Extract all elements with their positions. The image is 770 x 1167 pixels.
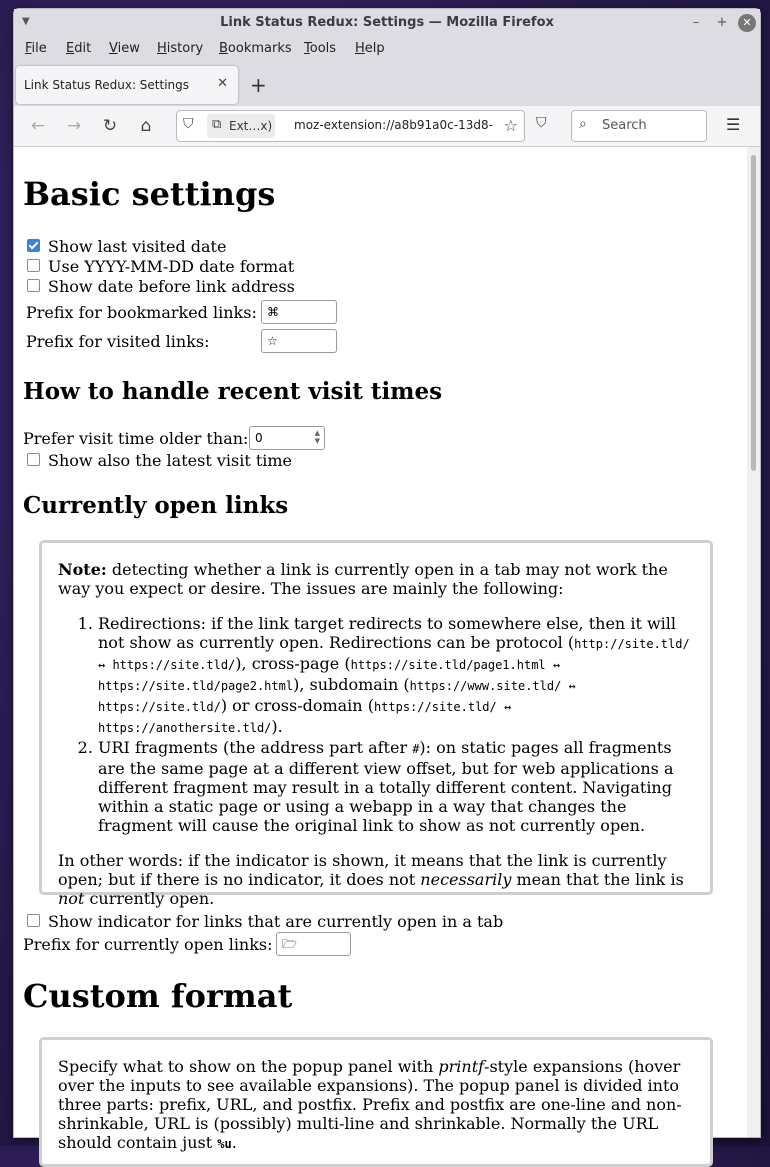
bookmark-star-icon[interactable]: ☆ <box>503 116 518 135</box>
note-other-words <box>58 851 694 908</box>
spinner-arrows-icon[interactable]: ▲ ▼ <box>314 429 320 445</box>
tab-close-icon[interactable]: ✕ <box>217 76 228 91</box>
date-before-checkbox[interactable] <box>27 279 40 292</box>
shield-icon[interactable]: ⛉ <box>183 116 194 132</box>
navigation-toolbar <box>14 106 760 147</box>
close-window-icon[interactable]: ✕ <box>738 14 756 32</box>
item1-code3: https://www.site.tld/ ↔ https://site.tld/ <box>98 679 576 714</box>
other-text-b: mean that the link is <box>511 870 684 889</box>
new-tab-icon[interactable]: + <box>250 73 267 97</box>
yyyy-format-label: Use YYYY-MM-DD date format <box>48 257 295 276</box>
item2-text-b: ): on static pages all fragments are the same page at a different view offset, but for web applications a different fragment may result in a totally different content. Navigating within a static page or using a webapp in a way that changes the fragment will cause the original link to show as not currently open. <box>98 738 674 835</box>
prefix-bookmarked-label: Prefix for bookmarked links: <box>26 303 257 322</box>
show-indicator-label: Show indicator for links that are currently open in a tab <box>48 912 504 931</box>
tab-title: Link Status Redux: Settings <box>24 78 190 92</box>
recent-visit-heading: How to handle recent visit times <box>23 378 443 405</box>
item1-text-c: ), subdomain ( <box>293 675 410 694</box>
url-bar[interactable] <box>176 110 525 142</box>
scrollbar-thumb[interactable] <box>751 155 756 471</box>
menu-tools[interactable]: Tools <box>304 41 337 56</box>
open-links-note <box>39 540 713 908</box>
item1-text-b: ), cross-page ( <box>235 654 351 673</box>
show-latest-checkbox[interactable] <box>27 453 40 466</box>
app-menu-icon[interactable]: ☰ <box>726 115 741 134</box>
maximize-icon[interactable]: + <box>716 15 728 30</box>
window-menu-icon[interactable]: ▼ <box>22 16 30 27</box>
note-intro <box>58 560 694 598</box>
issue-fragments <box>98 738 694 835</box>
item1-code2: https://site.tld/page1.html ↔ https://site.tld/page2.html <box>98 658 561 693</box>
item2-text-a: URI fragments (the address part after <box>98 738 413 757</box>
custom-format-heading: Custom format <box>23 977 293 1015</box>
custom-intro-em: printf <box>438 1057 485 1076</box>
menu-view[interactable]: View <box>109 41 140 56</box>
extension-label: Ext…x) <box>229 119 273 133</box>
prefer-visit-value: 0 <box>255 431 263 445</box>
firefox-window <box>13 8 761 1152</box>
forward-icon[interactable]: → <box>66 116 82 136</box>
custom-intro-b: -style expansions (hover over the inputs to see available expansions). The popup panel is divided into three parts: prefix, URL, and postfix. Prefix and postfix are one-line and non-shrinkable, URL is (possibly) multi-line and shrinkable. Normally the URL should contain just <box>58 1057 682 1152</box>
window-title: Link Status Redux: Settings — Mozilla Firefox <box>220 15 554 30</box>
puzzle-icon: ⧉ <box>212 117 222 132</box>
issue-redirections <box>98 614 694 738</box>
yyyy-format-checkbox[interactable] <box>27 259 40 272</box>
prefix-visited-label: Prefix for visited links: <box>26 332 210 351</box>
date-before-label: Show date before link address <box>48 277 295 296</box>
reload-icon[interactable]: ↻ <box>102 116 118 136</box>
item2-code: # <box>412 742 420 756</box>
item1-text-d: ) or cross-domain ( <box>220 696 374 715</box>
minimize-icon[interactable]: – <box>692 15 700 30</box>
page-scrollbar[interactable] <box>747 147 760 1137</box>
prefer-visit-number-input[interactable] <box>249 426 325 450</box>
show-last-visited-row[interactable] <box>23 237 226 256</box>
other-text-a: In other words: if the indicator is shown, it means that the link is currently open; but if there is no indicator, it does not <box>58 851 667 889</box>
title-bar <box>14 9 760 37</box>
issues-list <box>58 614 694 835</box>
search-icon: ⌕ <box>579 116 587 132</box>
custom-format-box <box>39 1037 713 1167</box>
item1-text-e: ). <box>271 717 283 736</box>
url-text[interactable]: moz-extension://a8b91a0c-13d8- <box>294 118 493 132</box>
tab-bar <box>14 63 760 107</box>
other-em2: not <box>58 889 85 908</box>
yyyy-format-row[interactable] <box>23 257 294 276</box>
note-text: detecting whether a link is currently open in a tab may not work the way you expect or desire. The issues are mainly the following: <box>58 560 668 598</box>
home-icon[interactable]: ⌂ <box>140 116 152 136</box>
show-indicator-row[interactable] <box>23 912 503 931</box>
back-icon[interactable]: ← <box>30 116 46 136</box>
currently-open-heading: Currently open links <box>23 492 289 519</box>
custom-intro <box>58 1057 694 1154</box>
show-indicator-checkbox[interactable] <box>27 914 40 927</box>
pocket-icon[interactable]: ⛉ <box>536 115 547 131</box>
search-placeholder: Search <box>602 118 647 133</box>
item1-text-a: Redirections: if the link target redirects to somewhere else, then it will not show as currently open. Redirections can be protocol ( <box>98 614 676 652</box>
item1-code4: https://site.tld/ ↔ https://anothersite.tld/ <box>98 700 512 735</box>
custom-intro-c: . <box>231 1133 237 1152</box>
item1-code1: http://site.tld/ ↔ https://site.tld/ <box>98 637 690 672</box>
show-last-visited-checkbox[interactable] <box>27 239 40 252</box>
page-content <box>14 147 747 1152</box>
prefix-visited-input[interactable]: ☆ <box>261 329 337 353</box>
show-latest-row[interactable] <box>23 451 292 470</box>
other-text-c: currently open. <box>84 889 215 908</box>
menu-edit[interactable]: Edit <box>66 41 92 56</box>
prefer-visit-label: Prefer visit time older than: <box>23 429 249 448</box>
prefix-bookmarked-input[interactable]: ⌘ <box>261 300 337 324</box>
search-input[interactable] <box>571 110 707 142</box>
menu-bookmarks[interactable]: Bookmarks <box>219 41 292 56</box>
menu-help[interactable]: Help <box>355 41 385 56</box>
menu-bar <box>14 37 760 63</box>
show-latest-label: Show also the latest visit time <box>48 451 293 470</box>
custom-intro-code: %u <box>217 1137 232 1151</box>
date-before-row[interactable] <box>23 277 295 296</box>
menu-history[interactable]: History <box>157 41 204 56</box>
menu-file[interactable]: File <box>25 41 47 56</box>
extension-identity-chip[interactable] <box>207 114 275 138</box>
note-bold: Note: <box>58 560 107 579</box>
tab-settings[interactable] <box>16 66 238 104</box>
other-em1: necessarily <box>420 870 512 889</box>
show-last-visited-label: Show last visited date <box>48 237 227 256</box>
custom-intro-a: Specify what to show on the popup panel with <box>58 1057 439 1076</box>
basic-settings-heading: Basic settings <box>23 175 276 213</box>
prefix-open-input[interactable]: 🗁 <box>276 932 351 956</box>
prefix-open-label: Prefix for currently open links: <box>23 935 273 954</box>
